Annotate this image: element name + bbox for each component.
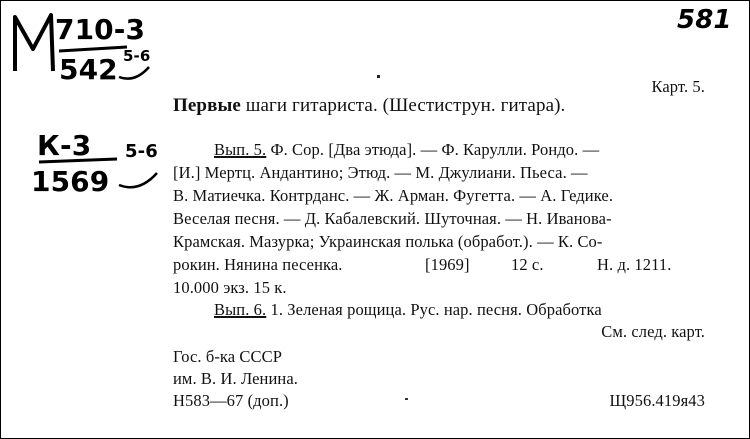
classification: Щ956.419я43 <box>609 391 705 410</box>
k-swoosh <box>119 173 157 187</box>
ink-speck <box>377 75 380 78</box>
page-number: 581 <box>677 5 732 35</box>
issue-6-label: Вып. 6. <box>214 300 267 319</box>
entry-line-2: [И.] Мертц. Андантино; Этюд. — М. Джулиани. Пьеса. — <box>173 163 588 182</box>
k-note: 5-6 <box>125 141 158 162</box>
card-label: Карт. 5. <box>651 77 705 96</box>
price: Н. д. 1211. <box>597 255 672 274</box>
entry-text: Ф. Сор. [Два этюда]. — Ф. Карулли. Рондо. — <box>266 140 600 159</box>
continued-note: См. след. карт. <box>601 322 705 341</box>
library-line-1: Гос. б-ка СССР <box>173 347 283 366</box>
entry-line-1 <box>214 140 599 160</box>
handwritten-m-stroke <box>15 15 53 71</box>
ink-speck <box>405 398 408 400</box>
catalog-number: Н583—67 (доп.) <box>173 391 289 410</box>
shelf-note: 5-6 <box>123 47 151 65</box>
shelf-underline <box>59 47 127 51</box>
shelf-top: 710-3 <box>55 13 146 46</box>
entry-line-7: 10.000 экз. 15 к. <box>173 278 287 297</box>
k-number: 1569 <box>31 165 110 198</box>
entry-line-6 <box>173 255 708 275</box>
entry-text: 1. Зеленая рощица. Рус. нар. песня. Обработка <box>266 300 602 319</box>
entry-line-5: Крамская. Мазурка; Украинская полька (обработ.). — К. Со- <box>173 232 603 251</box>
entry-line-4: Веселая песня. — Д. Кабалевский. Шуточная. — Н. Иванова- <box>173 209 612 228</box>
entry-line-3: В. Матиечка. Контрданс. — Ж. Арман. Фугетта. — А. Гедике. <box>173 186 614 205</box>
shelf-swoosh <box>119 67 149 79</box>
title-bold: Первые <box>173 95 241 116</box>
issue-5-label: Вып. 5. <box>214 140 267 159</box>
shelf-bottom: 542 <box>59 53 118 86</box>
title <box>173 95 565 117</box>
year: [1969] <box>425 255 470 274</box>
page-count: 12 с. <box>511 255 544 274</box>
library-line-2: им. В. И. Ленина. <box>173 369 298 388</box>
k-code: К-3 <box>37 129 92 162</box>
entry-text: рокин. Нянина песенка. <box>173 255 343 274</box>
entry-line-8 <box>214 300 602 320</box>
title-rest: шаги гитариста. (Шестиструн. гитара). <box>240 95 566 116</box>
